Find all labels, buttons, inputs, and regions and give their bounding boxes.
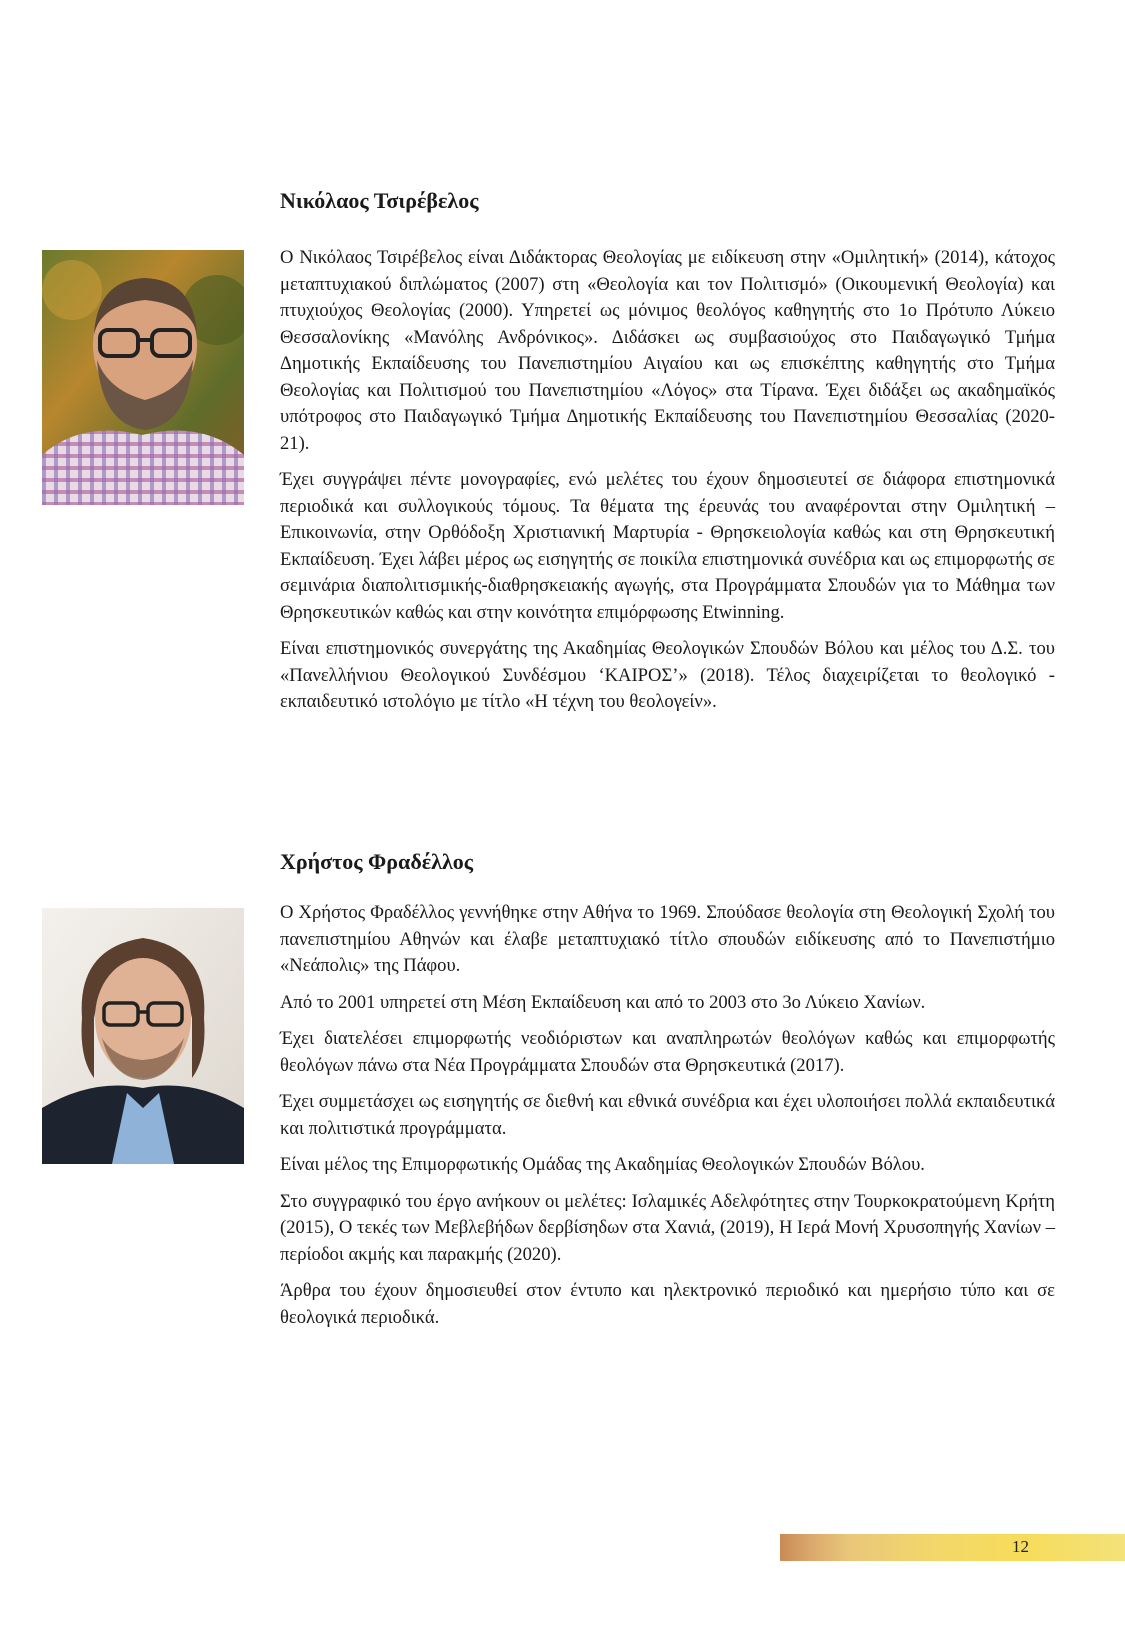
portrait-image [42, 908, 244, 1164]
bio-paragraph: Είναι επιστημονικός συνεργάτης της Ακαδημίας Θεολογικών Σπουδών Βόλου και μέλος του Δ.Σ. του «Πανελλήνιου Θεολογικού Συνδέσμου ‘ΚΑΙΡΟΣ’» (2018). Τέλος διαχειρίζεται το θεολογικό - εκπαιδευτικό ιστολόγιο με τίτλο «Η τέχνη του θεολογείν». [280, 638, 1055, 712]
bio-paragraph: Ο Χρήστος Φραδέλλος γεννήθηκε στην Αθήνα το 1969. Σπούδασε θεολογία στη Θεολογική Σχολή του πανεπιστημίου Αθηνών και έλαβε μεταπτυχιακό τίτλο σπουδών ειδίκευσης από το Πανεπιστήμιο «Νεάπολις» της Πάφου. [280, 902, 1055, 976]
portrait-photo-tsirevelos [42, 250, 244, 505]
bio-paragraph: Έχει διατελέσει επιμορφωτής νεοδιόριστων και αναπληρωτών θεολόγων καθώς και επιμορφωτής θεολόγων πάνω στα Νέα Προγράμματα Σπουδών στα Θρησκευτικά (2017). [280, 1028, 1055, 1076]
bio-paragraph: Έχει συγγράψει πέντε μονογραφίες, ενώ μελέτες του έχουν δημοσιευτεί σε διάφορα επιστημονικά περιοδικά και συλλογικούς τόμους. Τα θέματα της έρευνάς του αναφέρονται στην Ομιλητική – Επικοινωνία, στην Ορθόδοξη Χριστιανική Μαρτυρία - Θρησκειολογία καθώς και στη Θρησκευτική Εκπαίδευση. Έχει λάβει μέρος ως εισηγητής σε ποικίλα επιστημονικά συνέδρια και ως επιμορφωτής σε σεμινάρια διαπολιτισμικής-διαθρησκειακής αγωγής, στα Προγράμματα Σπουδών για το Μάθημα των Θρησκευτικών καθώς και στην κοινότητα επιμόρφωσης Etwinning. [280, 469, 1055, 623]
bio-paragraph: Από το 2001 υπηρετεί στη Μέση Εκπαίδευση και από το 2003 στο 3ο Λύκειο Χανίων. [280, 991, 926, 1013]
bio-name: Χρήστος Φραδέλλος [280, 849, 474, 874]
bio-paragraph: Άρθρα του έχουν δημοσιευθεί στον έντυπο και ηλεκτρονικό περιοδικό και ημερήσιο τύπο και σε θεολογικά περιοδικά. [280, 1280, 1055, 1328]
bio-paragraph: Είναι μέλος της Επιμορφωτικής Ομάδας της Ακαδημίας Θεολογικών Σπουδών Βόλου. [280, 1154, 925, 1175]
footer-band [780, 1534, 1125, 1561]
bio-paragraph: Έχει συμμετάσχει ως εισηγητής σε διεθνή και εθνικά συνέδρια και έχει υλοποιήσει πολλά εκπαιδευτικά και πολιτιστικά προγράμματα. [280, 1091, 1055, 1139]
bio-fradellos [280, 848, 1055, 1341]
bio-tsirevelos [280, 187, 1055, 726]
bio-paragraph: Στο συγγραφικό του έργο ανήκουν οι μελέτες: Ισλαμικές Αδελφότητες στην Τουρκοκρατούμενη Κρήτη (2015), Ο τεκές των Μεβλεβήδων δερβίσηδων στα Χανιά, (2019), Η Ιερά Μονή Χρυσοπηγής Χανίων – περίοδοι ακμής και παρακμής (2020). [280, 1190, 1055, 1265]
portrait-photo-fradellos [42, 908, 244, 1164]
bio-paragraph: Ο Νικόλαος Τσιρέβελος είναι Διδάκτορας Θεολογίας με ειδίκευση στην «Ομιλητική» (2014), κάτοχος μεταπτυχιακού διπλώματος (2007) στη «Θεολογία και τον Πολιτισμό» (Οικουμενική Θεολογία) και πτυχιούχος Θεολογίας (2000). Υπηρετεί ως μόνιμος θεολόγος καθηγητής στο 1ο Πρότυπο Λύκειο Θεσσαλονίκης «Μανόλης Ανδρόνικος». Διδάσκει ως συμβασιούχος στο Παιδαγωγικό Τμήμα Δημοτικής Εκπαίδευσης του Πανεπιστημίου Αιγαίου και ως επισκέπτης καθηγητής στο Τμήμα Θεολογίας και Πολιτισμού του Πανεπιστημίου «Λόγος» στα Τίρανα. Έχει διδάξει ως ακαδημαϊκός υπότροφος στο Παιδαγωγικό Τμήμα Δημοτικής Εκπαίδευσης του Πανεπιστημίου Θεσσαλίας (2020-21). [280, 247, 1055, 454]
bio-name: Νικόλαος Τσιρέβελος [280, 188, 479, 213]
portrait-image [42, 250, 244, 505]
page-number: 12 [1012, 1537, 1029, 1556]
